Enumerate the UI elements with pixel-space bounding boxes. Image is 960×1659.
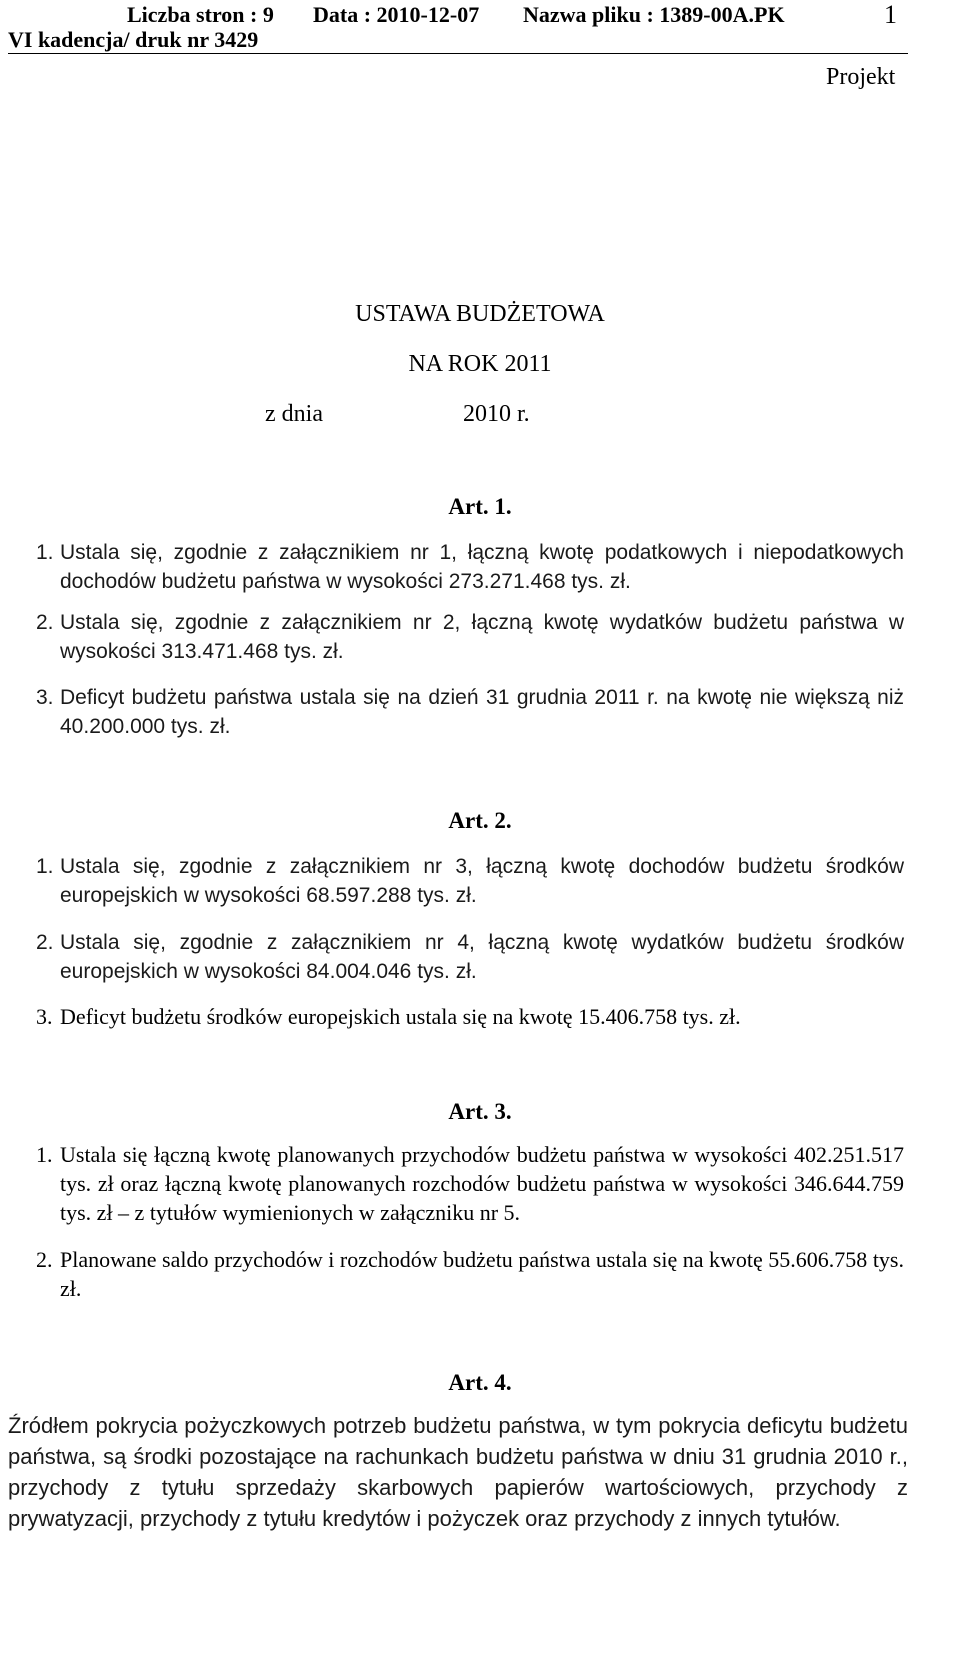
article-2-item-1: 1. Ustala się, zgodnie z załącznikiem nr 3, łączną kwotę dochodów budżetu środków europejskich w wysokości 68.597.288 tys. zł.	[36, 855, 904, 907]
article-1-item-3: 3. Deficyt budżetu państwa ustala się na dzień 31 grudnia 2011 r. na kwotę nie większą niż 40.200.000 tys. zł.	[36, 686, 904, 738]
article-1-item-2: 2. Ustala się, zgodnie z załącznikiem nr 2, łączną kwotę wydatków budżetu państwa w wysokości 313.471.468 tys. zł.	[36, 611, 904, 663]
article-1-item-1: 1. Ustala się, zgodnie z załącznikiem nr 1, łączną kwotę podatkowych i niepodatkowych dochodów budżetu państwa w wysokości 273.271.468 tys. zł.	[36, 541, 904, 593]
article-1-heading: Art. 1.	[448, 494, 512, 519]
article-4-paragraph: Źródłem pokrycia pożyczkowych potrzeb budżetu państwa, w tym pokrycia deficytu budżetu państwa, są środki pozostające na rachunkach budżetu państwa w dniu 31 grudnia 2010 r., przychody z tytułu sprzedaży skarbowych papierów wartościowych, przychody z prywatyzacji, przychody z tytułu kredytów i pożyczek oraz przychody z innych tytułów.	[8, 1413, 908, 1531]
article-2-item-2: 2. Ustala się, zgodnie z załącznikiem nr 4, łączną kwotę wydatków budżetu środków europejskich w wysokości 84.004.046 tys. zł.	[36, 931, 904, 983]
page-number: 1	[884, 0, 897, 29]
header-cadence: VI kadencja/ druk nr 3429	[8, 27, 259, 52]
header-date: Data : 2010-12-07	[313, 2, 480, 27]
act-date	[0, 400, 960, 428]
article-3-item-1: 1. Ustala się łączną kwotę planowanych przychodów budżetu państwa w wysokości 402.251.517 tys. zł oraz łączną kwotę planowanych rozchodów budżetu państwa w wysokości 346.644.759 tys. zł – z tytułów wymienionych w załączniku nr 5.	[36, 1142, 904, 1225]
header-divider	[8, 53, 908, 54]
header-filename: Nazwa pliku : 1389-00A.PK	[523, 2, 785, 27]
act-year: NA ROK 2011	[408, 351, 552, 377]
article-2-item-3: 3. Deficyt budżetu środków europejskich ustala się na kwotę 15.406.758 tys. zł.	[36, 1004, 741, 1029]
article-2-heading: Art. 2.	[448, 808, 512, 833]
header-page-count: Liczba stron : 9	[127, 2, 274, 27]
act-date-suffix: 2010 r.	[462, 401, 530, 427]
act-date-prefix: z dnia	[265, 401, 323, 427]
article-3-heading: Art. 3.	[448, 1099, 512, 1124]
act-title: USTAWA BUDŻETOWA	[355, 301, 605, 327]
draft-label: Projekt	[826, 64, 896, 90]
article-4-heading: Art. 4.	[448, 1370, 512, 1395]
article-3-item-2: 2. Planowane saldo przychodów i rozchodów budżetu państwa ustala się na kwotę 55.606.758 tys. zł.	[36, 1247, 904, 1301]
